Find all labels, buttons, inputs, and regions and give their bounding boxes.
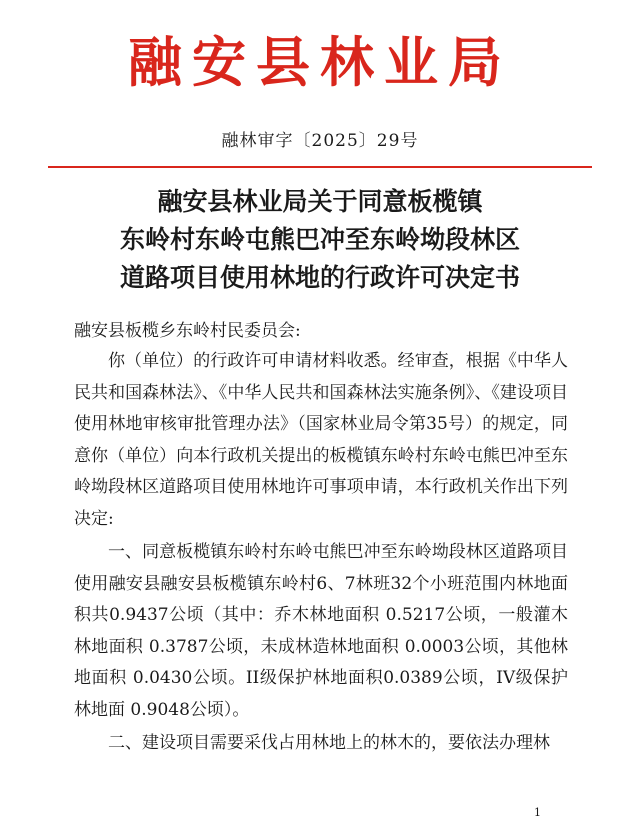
agency-header-title: 融安县林业局 (128, 30, 512, 94)
red-divider-line (48, 166, 592, 168)
page-number: 1 (534, 806, 541, 819)
document-title-line: 融安县林业局关于同意板榄镇 (157, 187, 483, 216)
addressee: 融安县板榄乡东岭村民委员会: (74, 321, 301, 341)
document-title-line: 东岭村东岭屯熊巴冲至东岭坳段林区 (119, 225, 520, 254)
document-title (0, 183, 640, 297)
document-number: 融林审字〔2025〕29号 (221, 131, 419, 151)
document-title-line: 道路项目使用林地的行政许可决定书 (119, 263, 520, 292)
body-paragraph-decision-1: 一、同意板榄镇东岭村东岭屯熊巴冲至东岭坳段林区道路项目使用融安县融安县板榄镇东岭村6、7林班32个小班范围内林地面积共0.9437公顷（其中：乔木林地面积 0.5217公顷，一般灌木林地面积 0.3787公顷，未成林造林地面积 0.0003公顷，其他林地面积 0.0430公顷。II级保护林地面积0.0389公顷，IV级保护林地面 0.9048公顷）。 (74, 542, 568, 720)
body-paragraph-intro: 你（单位）的行政许可申请材料收悉。经审查，根据《中华人民共和国森林法》、《中华人民共和国森林法实施条例》、《建设项目使用林地审核审批管理办法》（国家林业局令第35号）的规定，同意你（单位）向本行政机关提出的板榄镇东岭村东岭屯熊巴冲至东岭坳段林区道路项目使用林地许可事项申请，本行政机关作出下列决定: (74, 351, 568, 529)
body-paragraph-decision-2: 二、建设项目需要采伐占用林地上的林木的，要依法办理林 (108, 733, 550, 753)
